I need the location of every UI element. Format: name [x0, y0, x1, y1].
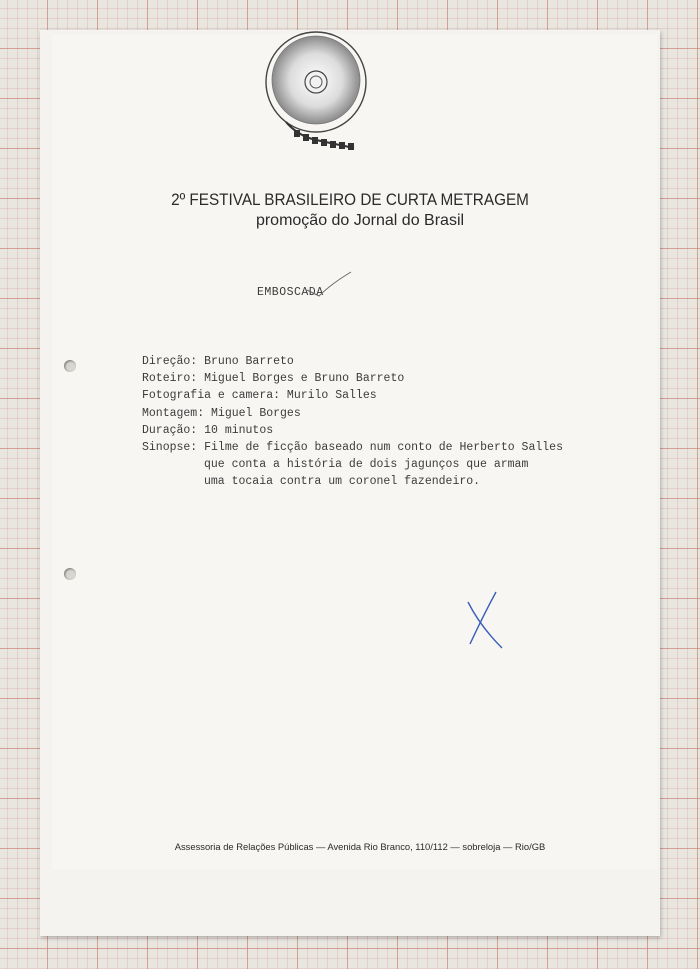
credit-montagem: Montagem: Miguel Borges [142, 406, 301, 420]
film-reel-logo-icon [264, 18, 374, 150]
credit-sinopse-line-1: Sinopse: Filme de ficção baseado num conto de Herberto Salles [142, 440, 563, 454]
punch-hole-top [64, 360, 76, 372]
punch-hole-bottom [64, 568, 76, 580]
blue-pen-x-mark-icon [460, 590, 510, 654]
credit-sinopse-line-3: uma tocaia contra um coronel fazendeiro. [204, 475, 481, 489]
credit-duracao: Duração: 10 minutos [142, 423, 274, 437]
pencil-check-mark-icon [305, 270, 355, 298]
film-title: EMBOSCADA [257, 286, 324, 299]
footer-address: Assessoria de Relações Públicas — Avenida Rio Branco, 110/112 — sobreloja — Rio/GB [174, 841, 546, 852]
credits-block [142, 353, 602, 491]
credit-direcao: Direção: Bruno Barreto [142, 355, 294, 368]
festival-title: 2º FESTIVAL BRASILEIRO DE CURTA METRAGEM [171, 190, 529, 209]
credit-roteiro: Roteiro: Miguel Borges e Bruno Barreto [142, 372, 405, 386]
festival-subtitle: promoção do Jornal do Brasil [255, 212, 465, 229]
credit-fotografia: Fotografia e camera: Murilo Salles [142, 389, 377, 403]
credit-sinopse-line-2: que conta a história de dois jagunços que armam [204, 458, 529, 472]
